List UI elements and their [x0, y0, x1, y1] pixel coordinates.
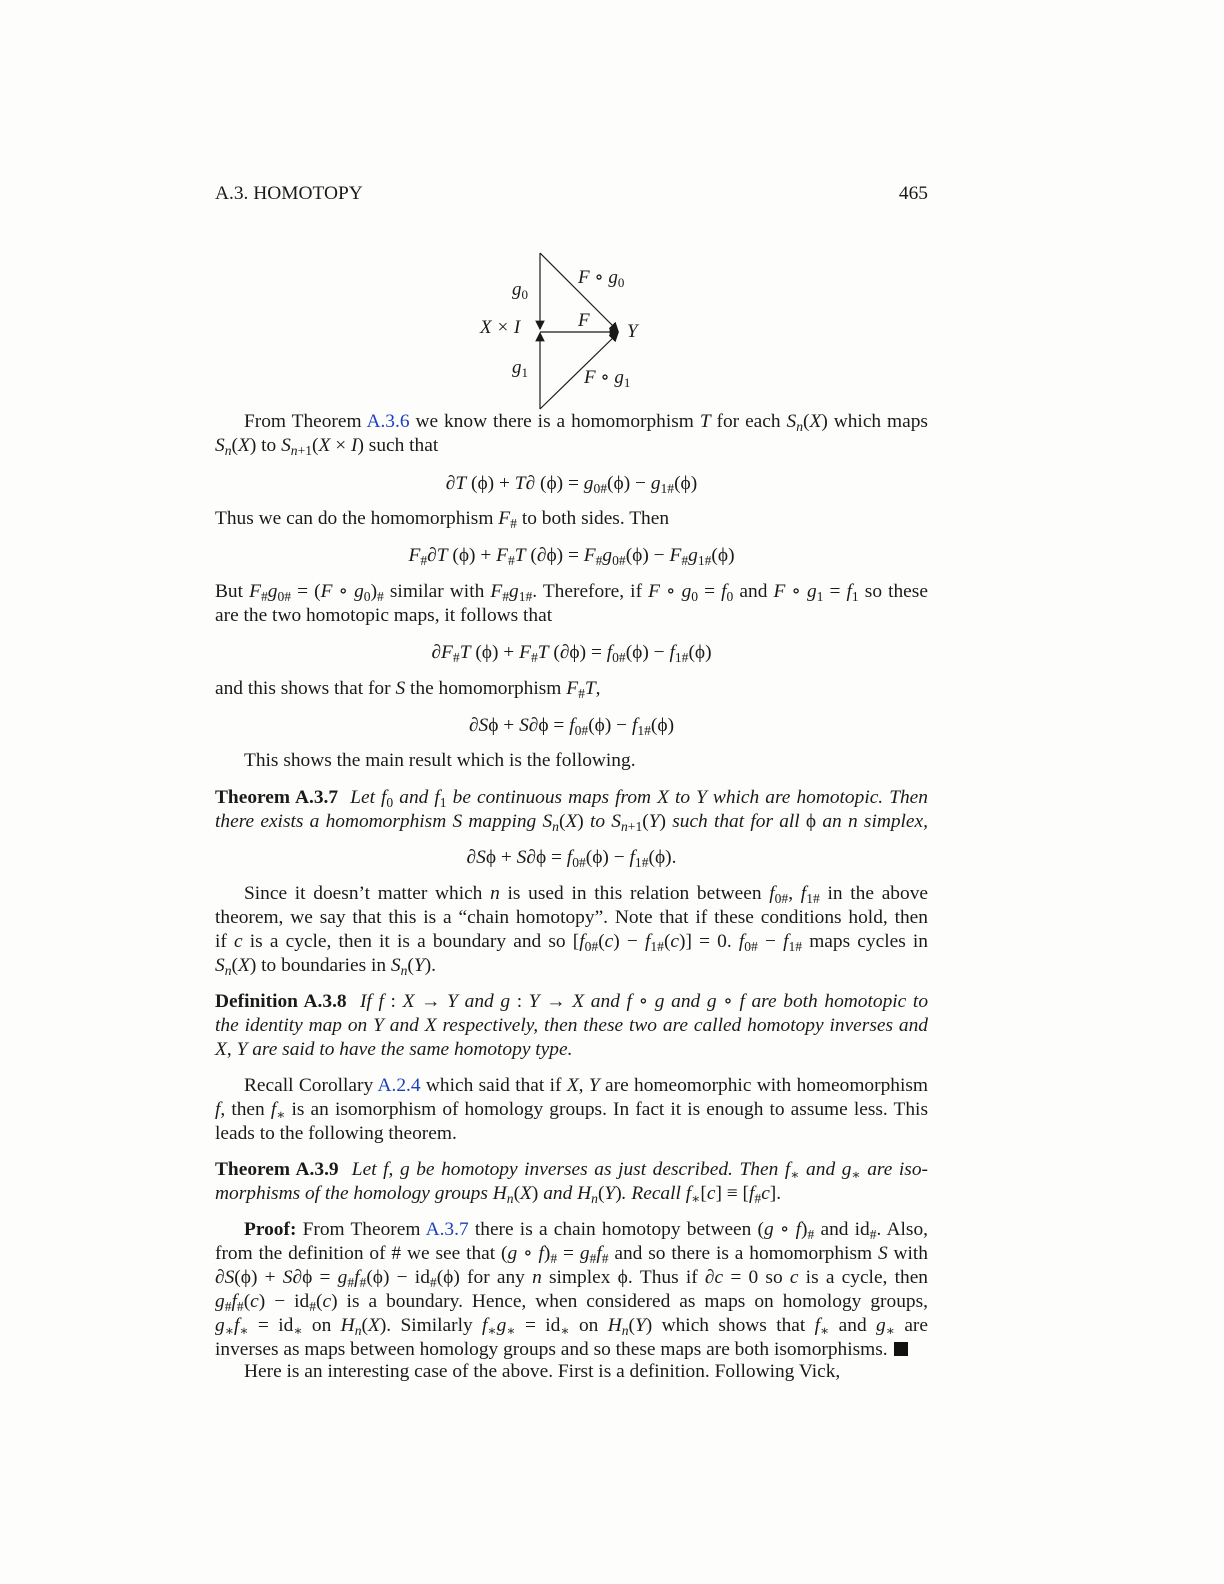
diagram-label-f: F — [578, 310, 590, 331]
theorem-label: Theorem A.3.7 — [215, 787, 339, 808]
definition-line: the identity map on Y and X respectively, then these two are called homotopy inverses and — [215, 1015, 928, 1036]
paragraph-line: Thus we can do the homomorphism $F_{\#}$ to both sides. Then — [215, 508, 670, 531]
equation: $\partial S\phi + S\partial\phi = f_{0\#}(\phi) - f_{1\#}(\phi)$ — [468, 715, 675, 738]
diagram-label-xi: X × I — [480, 317, 521, 338]
diagram-label-g1: $g_1$ — [512, 357, 528, 380]
paragraph-line: But $F_{\#}g_{0\#} = (F$ ∘ $g_0)_{\#}$ similar with $F_{\#}g_{1\#}$. Therefore, if F ∘ $g_0 = f_0$ and F ∘ $g_1 = f_1$ so these — [215, 581, 928, 604]
theorem-label: Theorem A.3.9 — [215, 1159, 339, 1180]
equation: $F_{\#}\partial T$ $(\phi) + F_{\#}T$ $(\partial\phi) = F_{\#}g_{0\#}(\phi) - F_{\#}g_{1\#}(\phi)$ — [408, 545, 735, 568]
theorem-line: morphisms of the homology groups $H_n(X)$ and $H_n(Y)$. Recall $f_∗[c] \equiv [f_{\#}c]$. — [215, 1183, 782, 1206]
paragraph-line: and this shows that for S the homomorphism $F_{\#}T$, — [215, 678, 601, 701]
equation: ∂T (ϕ) + T∂ $(\phi) = g_{0\#}(\phi) - g_{1\#}(\phi)$ — [445, 473, 698, 496]
diagram-label-y: Y — [627, 321, 638, 342]
diagram-label-fg1: F ∘ $g_1$ — [584, 367, 631, 390]
proof-label: Proof: — [244, 1219, 297, 1240]
ref-link-a24[interactable]: A.2.4 — [377, 1075, 421, 1096]
paragraph-line: if c is a cycle, then it is a boundary and so $[f_{0\#}(c) - f_{1\#}(c)] = 0$. $f_{0\#} - f_{1\#}$ maps cycles in — [215, 931, 928, 954]
theorem-line: Theorem A.3.9 Let f, g be homotopy inverses as just described. Then $f_∗$ and $g_∗$ are iso- — [215, 1159, 929, 1182]
homotopy-diagram — [470, 245, 670, 415]
page-number: 465 — [898, 183, 928, 204]
paragraph-line: are the two homotopic maps, it follows that — [215, 605, 553, 626]
qed-square-icon — [894, 1342, 908, 1356]
paragraph-line: Here is an interesting case of the above. First is a definition. Following Vick, — [244, 1361, 841, 1382]
proof-line: $g_∗f_∗ = id_∗$ on $H_n(X)$. Similarly $f_∗g_∗ = id_∗$ on $H_n(Y)$ which shows that $f_∗$ and $g_∗$ are — [215, 1315, 928, 1338]
ref-link-a36[interactable]: A.3.6 — [366, 411, 410, 432]
proof-line: $\partial S(\phi) + S\partial\phi = g_{\#}f_{\#}(\phi) - id_{\#}(\phi)$ for any n simplex ϕ. Thus if ∂c = 0 so c is a cycle, then — [215, 1267, 928, 1290]
paragraph-line: $S_n(X)$ to boundaries in $S_n(Y)$. — [215, 955, 436, 978]
diagram-label-fg0: F ∘ $g_0$ — [578, 267, 625, 290]
equation: $\partial F_{\#}T$ $(\phi) + F_{\#}T$ $(\partial\phi) = f_{0\#}(\phi) - f_{1\#}(\phi)$ — [431, 642, 712, 665]
paragraph-line: This shows the main result which is the following. — [244, 750, 636, 771]
running-header: A.3. HOMOTOPY — [215, 183, 363, 204]
paragraph-line: $S_n(X)$ to $S_{n+1}(X \times I)$ such that — [215, 435, 439, 458]
proof-line: from the definition of # we see that (g ∘ $f)_{\#} = g_{\#}f_{\#}$ and so there is a homomorphism S with — [215, 1243, 929, 1266]
paragraph-line: From Theorem A.3.6 we know there is a homomorphism T for each $S_n(X)$ which maps — [244, 411, 928, 434]
theorem-line: Theorem A.3.7 Let $f_0$ and $f_1$ be continuous maps from X to Y which are homotopic. Then — [215, 787, 928, 810]
ref-link-a37[interactable]: A.3.7 — [425, 1219, 469, 1240]
proof-line: $g_{\#}f_{\#}(c) - id_{\#}(c)$ is a boundary. Hence, when considered as maps on homology groups, — [215, 1291, 928, 1314]
definition-line: Definition A.3.8 If f : X → Y and g : Y → X and f ∘ g and g ∘ f are both homotopic to — [215, 991, 929, 1012]
diagram-label-g0: $g_0$ — [512, 279, 528, 302]
paragraph-line: f, then $f_∗$ is an isomorphism of homology groups. In fact it is enough to assume less. This — [215, 1099, 928, 1122]
definition-line: X, Y are said to have the same homotopy type. — [215, 1039, 573, 1060]
paragraph-line: theorem, we say that this is a “chain homotopy”. Note that if these conditions hold, then — [215, 907, 928, 928]
paragraph-line: leads to the following theorem. — [215, 1123, 457, 1144]
theorem-line: there exists a homomorphism S mapping $S_n(X)$ to $S_{n+1}(Y)$ such that for all ϕ an n simplex, — [215, 811, 928, 834]
paragraph-line: Since it doesn’t matter which n is used in this relation between $f_{0\#}$, $f_{1\#}$ in the above — [244, 883, 928, 906]
equation: $\partial S\phi + S\partial\phi = f_{0\#}(\phi) - f_{1\#}(\phi)$. — [466, 847, 677, 870]
proof-line: inverses as maps between homology groups and so these maps are both isomorphisms. — [215, 1338, 928, 1362]
paragraph-line: Recall Corollary A.2.4 which said that if X, Y are homeomorphic with homeomorphism — [244, 1075, 928, 1096]
proof-line: Proof: From Theorem A.3.7 there is a chain homotopy between (g ∘ $f)_{\#}$ and $id_{\#}$. Also, — [244, 1219, 928, 1242]
definition-label: Definition A.3.8 — [215, 991, 347, 1012]
